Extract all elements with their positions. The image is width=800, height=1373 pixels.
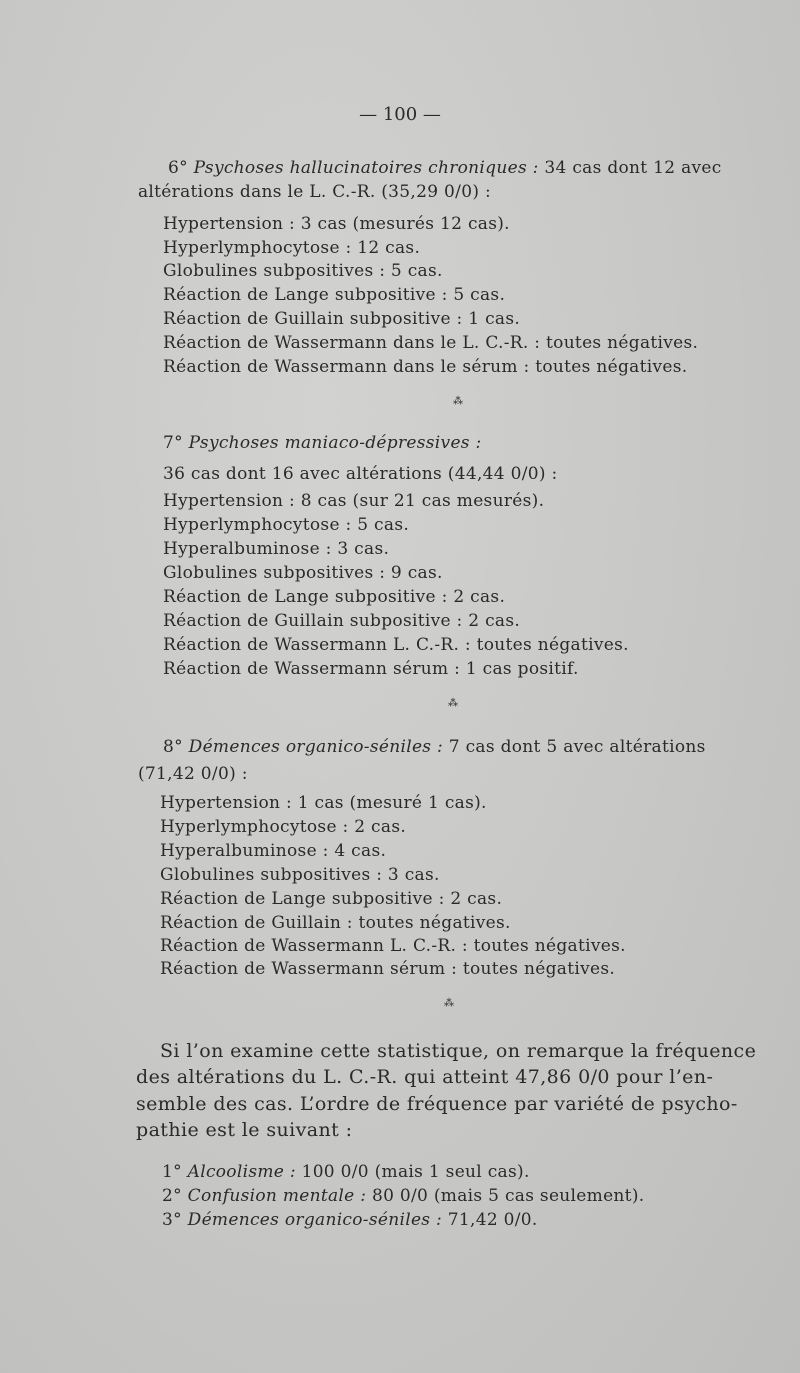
section8-item: Réaction de Lange subpositive : 2 cas. (160, 889, 503, 909)
conclusion-line: des altérations du L. C.-R. qui atteint 47,86 0/0 pour l’en- (136, 1066, 714, 1088)
section8-item: Hypertension : 1 cas (mesuré 1 cas). (160, 793, 487, 813)
section7-title: Psychoses maniaco-dépressives : (188, 433, 482, 453)
conclusion-line: Si l’on examine cette statistique, on remarque la fréquence (160, 1040, 757, 1062)
section7-item: Réaction de Wassermann sérum : 1 cas positif. (163, 659, 579, 679)
section-separator: ⁂ (448, 698, 458, 709)
ranking-label: Confusion mentale : (187, 1186, 367, 1206)
section6-continuation: altérations dans le L. C.-R. (35,29 0/0) : (138, 182, 491, 202)
ranking-num: 3° (162, 1210, 182, 1230)
conclusion-line: pathie est le suivant : (136, 1119, 353, 1141)
section6-heading (168, 157, 722, 179)
section6-title: Psychoses hallucinatoires chroniques : (193, 158, 539, 178)
section8-item: Réaction de Wassermann L. C.-R. : toutes négatives. (160, 936, 626, 956)
section8-item: Hyperalbuminose : 4 cas. (160, 841, 387, 861)
section8-continuation: (71,42 0/0) : (138, 764, 248, 784)
ranking-label: Démences organico-séniles : (187, 1210, 443, 1230)
section7-item: Hypertension : 8 cas (sur 21 cas mesurés). (163, 491, 545, 511)
ranking-value: 71,42 0/0. (447, 1210, 538, 1230)
section7-heading (163, 432, 482, 454)
section8-item: Hyperlymphocytose : 2 cas. (160, 817, 407, 837)
page-number: — 100 — (359, 104, 441, 125)
section7-intro: 36 cas dont 16 avec altérations (44,44 0/0) : (163, 464, 558, 484)
section8-rest: 7 cas dont 5 avec altérations (448, 737, 706, 757)
section7-item: Globulines subpositives : 9 cas. (163, 563, 443, 583)
ranking-item (162, 1161, 530, 1183)
ranking-value: 100 0/0 (mais 1 seul cas). (301, 1162, 530, 1182)
section-separator: ⁂ (444, 998, 454, 1009)
ranking-num: 1° (162, 1162, 182, 1182)
section6-item: Réaction de Guillain subpositive : 1 cas. (163, 309, 521, 329)
ranking-label: Alcoolisme : (187, 1162, 296, 1182)
conclusion-line: semble des cas. L’ordre de fréquence par variété de psycho- (136, 1093, 738, 1115)
section6-rest: 34 cas dont 12 avec (544, 158, 722, 178)
section6-item: Réaction de Lange subpositive : 5 cas. (163, 285, 506, 305)
ranking-value: 80 0/0 (mais 5 cas seulement). (371, 1186, 645, 1206)
section6-item: Hypertension : 3 cas (mesurés 12 cas). (163, 214, 510, 234)
section7-item: Réaction de Wassermann L. C.-R. : toutes négatives. (163, 635, 629, 655)
section7-item: Hyperlymphocytose : 5 cas. (163, 515, 410, 535)
section7-item: Réaction de Lange subpositive : 2 cas. (163, 587, 506, 607)
section6-item: Réaction de Wassermann dans le sérum : toutes négatives. (163, 357, 688, 377)
section6-num: 6° (168, 158, 188, 178)
ranking-item (162, 1185, 644, 1207)
section6-item: Hyperlymphocytose : 12 cas. (163, 238, 421, 258)
section7-num: 7° (163, 433, 183, 453)
section8-heading (163, 736, 706, 758)
section-separator: ⁂ (453, 396, 463, 407)
section8-num: 8° (163, 737, 183, 757)
section8-item: Globulines subpositives : 3 cas. (160, 865, 440, 885)
ranking-item (162, 1209, 538, 1231)
section7-item: Réaction de Guillain subpositive : 2 cas. (163, 611, 521, 631)
section6-item: Réaction de Wassermann dans le L. C.-R. : toutes négatives. (163, 333, 699, 353)
section6-item: Globulines subpositives : 5 cas. (163, 261, 443, 281)
section8-item: Réaction de Guillain : toutes négatives. (160, 913, 511, 933)
section8-title: Démences organico-séniles : (188, 737, 444, 757)
section7-item: Hyperalbuminose : 3 cas. (163, 539, 390, 559)
ranking-num: 2° (162, 1186, 182, 1206)
section8-item: Réaction de Wassermann sérum : toutes négatives. (160, 959, 616, 979)
